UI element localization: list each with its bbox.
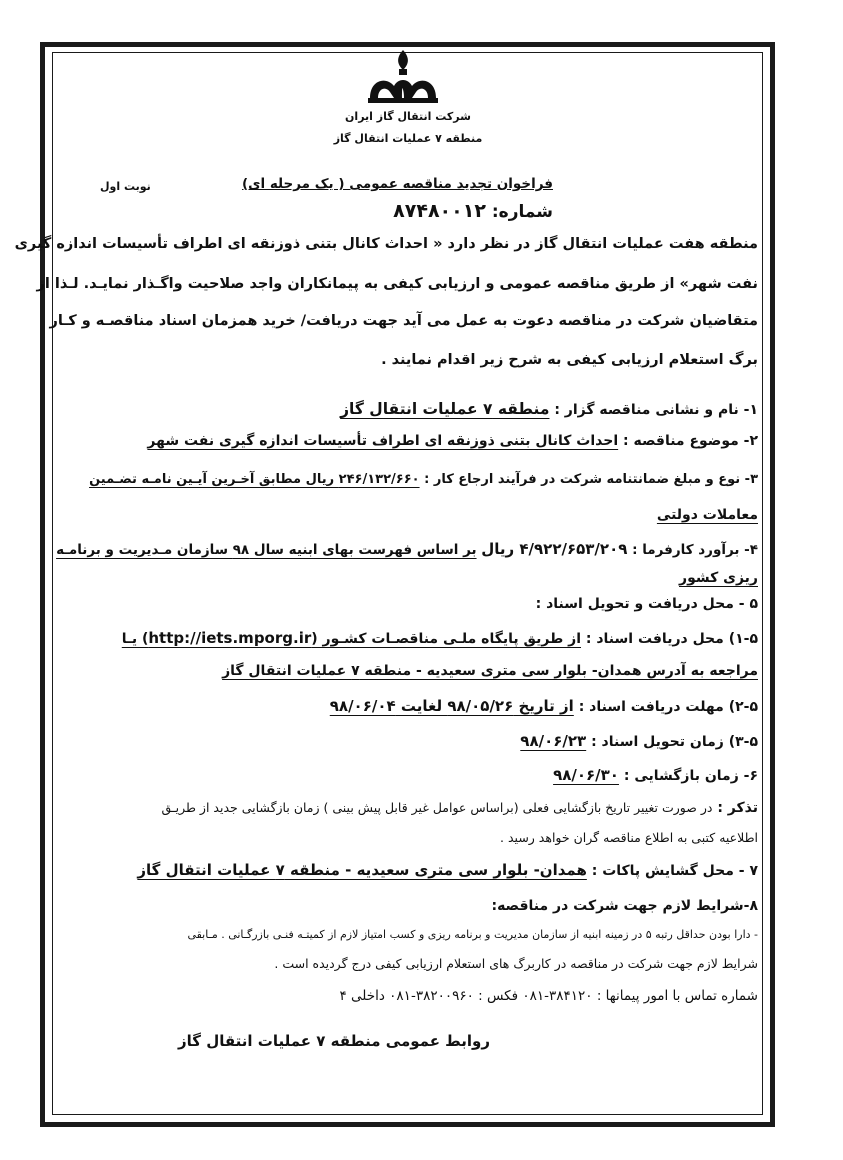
item-6-label: ۶- زمان بازگشایی : <box>623 768 758 784</box>
item-5-1 <box>60 629 758 647</box>
item-1-label: ۱- نام و نشانی مناقصه گزار : <box>554 402 758 418</box>
intro-line-3: متقاضیان شرکت در مناقصه دعوت به عمل می آید جهت دریافت/ خرید همزمان اسناد مناقصـه و کـار <box>49 313 758 329</box>
item-7 <box>60 861 758 879</box>
contact-info: شماره تماس با امور پیمانها : ۳۸۴۱۲۰-۰۸۱ فکس : ۳۸۲۰۰۹۶۰-۰۸۱ داخلی ۴ <box>339 988 758 1004</box>
round-label: نوبت اول <box>100 180 151 193</box>
item-1-value: منطقه ۷ عملیات انتقال گاز <box>340 400 550 418</box>
item-3 <box>60 472 758 487</box>
item-5-3 <box>60 732 758 750</box>
org-name: شرکت انتقال گاز ایران <box>345 110 471 123</box>
intro-line-2: نفت شهر» از طریق مناقصه عمومی و ارزیابی کیفی به پیمانکاران واجد صلاحیت واگـذار نمایـد. لـذا از <box>36 276 758 292</box>
item-4-amount: ۴/۹۲۲/۶۵۳/۲۰۹ ریال <box>481 540 628 558</box>
item-4-value-cont: ریزی کشور <box>679 570 758 586</box>
intro-line-1: منطقه هفت عملیات انتقال گاز در نظر دارد « احداث کانال بتنی ذوزنقه ای اطراف تأسیسات اندازه گیری <box>14 236 758 252</box>
notice-title: فراخوان تجدید مناقصه عمومی ( یک مرحله ای) <box>241 176 553 192</box>
item-4 <box>56 540 758 558</box>
item-7-label: ۷ - محل گشایش پاکات : <box>591 863 758 879</box>
tender-notice <box>14 40 758 1120</box>
notice-number <box>393 200 553 222</box>
number-value: ۸۷۴۸۰۰۱۲ <box>393 200 486 222</box>
tender-portal-link[interactable]: http://iets.mporg.ir <box>148 629 312 647</box>
note-line-2: اطلاعیه کتبی به اطلاع مناقصه گران خواهد رسید . <box>500 830 758 845</box>
item-3-cont <box>60 507 758 523</box>
item-1 <box>60 400 758 418</box>
item-6 <box>60 766 758 784</box>
item-5-1-label: ۱-۵) محل دریافت اسناد : <box>585 631 758 647</box>
gas-flame-logo-icon <box>358 48 448 108</box>
item-8: ۸-شرایط لازم جهت شرکت در مناقصه: <box>491 898 758 914</box>
item-2-value: احداث کانال بتنی ذوزنقه ای اطراف تأسیسات اندازه گیری نفت شهر <box>147 433 619 449</box>
item-5-1-value: از طریق پایگاه ملـی مناقصـات کشـور ( <box>311 631 581 647</box>
item-4-cont <box>60 570 758 586</box>
item-6-value: ۹۸/۰۶/۳۰ <box>553 766 619 784</box>
signature: روابط عمومی منطقه ۷ عملیات انتقال گاز <box>178 1032 490 1050</box>
item-5-1-tail: ) یـا <box>121 631 149 647</box>
item-8-line-1: - دارا بودن حداقل رتبه ۵ در زمینه ابنیه از سازمان مدیریت و برنامه ریزی و کسب امتیاز لازم از کمیتـه فنـی بازرگـانی . مـابقی <box>187 928 758 941</box>
item-5-1-cont <box>60 663 758 679</box>
item-5-2-value: از تاریخ ۹۸/۰۵/۲۶ لغایت ۹۸/۰۶/۰۴ <box>329 697 574 715</box>
item-8-line-2: شرایط لازم جهت شرکت در مناقصه در کاربرگ های استعلام ارزیابی کیفی درج گردیده است . <box>274 956 758 971</box>
item-5-3-label: ۳-۵) زمان تحویل اسناد : <box>591 734 758 750</box>
item-5-1-address: مراجعه به آدرس همدان- بلوار سی متری سعیدیه - منطقه ۷ عملیات انتقال گاز <box>222 663 758 679</box>
item-2-label: ۲- موضوع مناقصه : <box>623 433 758 449</box>
note-line-1: در صورت تغییر تاریخ بازگشایی فعلی (براساس عوامل غیر قابل پیش بینی ) زمان بازگشایی جدید از طریـق <box>161 800 713 815</box>
item-5-3-value: ۹۸/۰۶/۲۳ <box>520 732 587 750</box>
org-region: منطقه ۷ عملیات انتقال گاز <box>333 132 483 145</box>
item-2 <box>60 433 758 449</box>
item-4-label: ۴- برآورد کارفرما : <box>632 542 758 558</box>
item-7-value: همدان- بلوار سی متری سعیدیه - منطقه ۷ عملیات انتقال گاز <box>137 861 587 879</box>
item-5: ۵ - محل دریافت و تحویل اسناد : <box>535 596 758 612</box>
item-3-value-cont: معاملات دولتی <box>656 507 758 523</box>
item-5-2 <box>60 697 758 715</box>
note-label: تذکر : <box>717 800 758 816</box>
item-3-label: ۳- نوع و مبلغ ضمانتنامه شرکت در فرآیند ارجاع کار : <box>424 472 758 487</box>
note <box>60 800 758 816</box>
item-5-2-label: ۲-۵) مهلت دریافت اسناد : <box>578 699 758 715</box>
item-3-value: ۲۴۶/۱۳۲/۶۶۰ ریال مطابق آخـرین آیـین نامـه تضـمین <box>89 472 420 487</box>
intro-line-4: برگ استعلام ارزیابی کیفی به شرح زیر اقدام نمایند . <box>381 352 758 368</box>
item-4-value: بر اساس فهرست بهای ابنیه سال ۹۸ سازمان مـدیریت و برنامـه <box>56 542 477 558</box>
number-label: شماره: <box>491 202 553 222</box>
